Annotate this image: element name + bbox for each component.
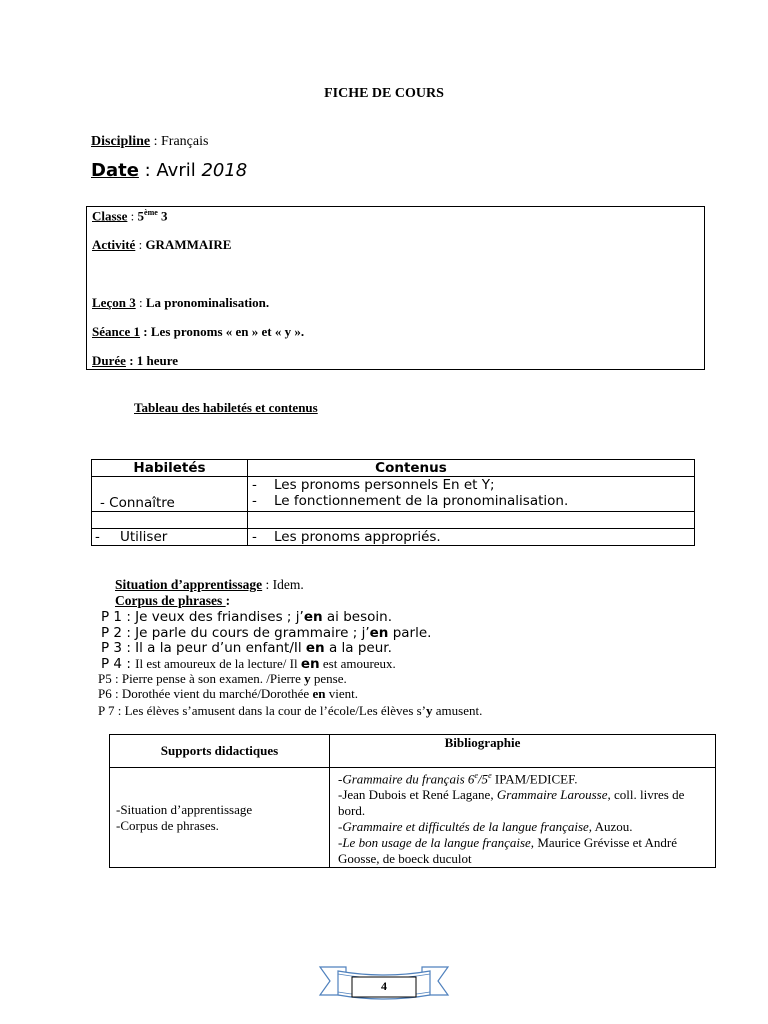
supports-body-row	[110, 768, 716, 868]
seance-value: Les pronoms « en » et « y ».	[150, 324, 305, 339]
bibliographie-item: -Jean Dubois et René Lagane, Grammaire Larousse, coll. livres de bord.	[338, 787, 685, 819]
course-info-box	[86, 206, 705, 370]
page-number-banner	[318, 965, 450, 1001]
corpus-phrase-2: P 2 : Je parle du cours de grammaire ; j’en parle.	[101, 625, 432, 641]
lecon-line: Leçon 3 : La pronominalisation.	[92, 295, 270, 310]
empty-cell	[248, 512, 695, 529]
date-label: Date	[91, 160, 139, 181]
duree-label: Durée	[92, 353, 126, 368]
lecon-value: La pronominalisation.	[145, 295, 270, 310]
classe-line: Classe : 5ème 3	[92, 208, 168, 224]
activite-value: GRAMMAIRE	[145, 237, 232, 252]
habiletes-header-row	[92, 460, 695, 477]
contenu-utiliser: - Les pronoms appropriés.	[248, 529, 695, 546]
habiletes-table	[91, 459, 695, 546]
supports-cell	[110, 768, 330, 868]
supports-header-row	[110, 735, 716, 768]
lecon-label: Leçon 3	[92, 295, 136, 310]
activite-line: Activité : GRAMMAIRE	[92, 237, 232, 252]
seance-label: Séance 1	[92, 324, 141, 339]
discipline-sep: :	[150, 134, 162, 149]
empty-cell	[92, 512, 248, 529]
discipline-value: Français	[161, 134, 209, 149]
date-sep: : Avril	[138, 160, 202, 181]
discipline-label: Discipline	[91, 134, 151, 149]
classe-label: Classe	[92, 208, 128, 224]
habilete-utiliser: - Utiliser	[92, 529, 248, 546]
contenu-item: - Les pronoms personnels En et Y;	[252, 477, 495, 493]
habilete-connaitre: - Connaître	[92, 477, 248, 512]
page-title: FICHE DE COURS	[324, 86, 444, 101]
supports-table	[109, 734, 716, 868]
corpus-heading: Corpus de phrases :	[115, 593, 231, 608]
corpus-phrase-7: P 7 : Les élèves s’amusent dans la cour de l’école/Les élèves s’y amusent.	[98, 703, 483, 718]
classe-value: 5	[137, 208, 145, 224]
contenu-connaitre	[248, 477, 695, 512]
duree-line: Durée : 1 heure	[92, 353, 179, 368]
discipline-line	[91, 134, 208, 150]
corpus-phrase-3: P 3 : Il a la peur d’un enfant/Il en a la peur.	[101, 640, 392, 656]
corpus-phrase-4: P 4 : Il est amoureux de la lecture/ Il en est amoureux.	[101, 656, 396, 672]
duree-value: 1 heure	[136, 353, 179, 368]
corpus-phrase-6: P6 : Dorothée vient du marché/Dorothée en vient.	[98, 686, 358, 701]
habiletes-row-empty	[92, 512, 695, 529]
bibliographie-item: -Grammaire et difficultés de la langue française, Auzou.	[338, 819, 633, 835]
bibliographie-item: -Le bon usage de la langue française, Maurice Grévisse et André Goosse, de boeck duculot	[338, 835, 678, 867]
situation-line: Situation d’apprentissage : Idem.	[115, 577, 304, 592]
classe-num: 3	[157, 208, 168, 224]
tableau-title: Tableau des habiletés et contenus	[134, 400, 318, 415]
habiletes-row-connaitre	[92, 477, 695, 512]
support-item: -Corpus de phrases.	[116, 817, 219, 833]
date-line	[91, 160, 247, 181]
corpus-phrase-1: P 1 : Je veux des friandises ; j’en ai besoin.	[101, 609, 392, 625]
situation-label: Situation d’apprentissage	[115, 577, 263, 592]
seance-line: Séance 1 : Les pronoms « en » et « y ».	[92, 324, 305, 339]
bibliographie-item: -Grammaire du français 6e/5e IPAM/EDICEF.	[338, 771, 578, 787]
contenus-header: Contenus	[248, 460, 695, 477]
contenu-item: - Le fonctionnement de la pronominalisation.	[252, 493, 569, 509]
supports-header: Supports didactiques	[110, 735, 330, 768]
classe-sup: ème	[144, 208, 158, 217]
situation-value: Idem.	[272, 577, 304, 592]
bibliographie-header: Bibliographie	[330, 735, 716, 768]
corpus-phrase-5: P5 : Pierre pense à son examen. /Pierre y pense.	[98, 671, 347, 686]
bibliographie-cell	[330, 768, 716, 868]
habiletes-header: Habiletés	[92, 460, 248, 477]
habiletes-row-utiliser	[92, 529, 695, 546]
support-item: -Situation d’apprentissage	[116, 801, 253, 817]
page-number: 4	[381, 979, 387, 993]
date-year: 2018	[201, 160, 248, 181]
activite-label: Activité	[92, 237, 136, 252]
corpus-label: Corpus de phrases	[115, 593, 226, 608]
